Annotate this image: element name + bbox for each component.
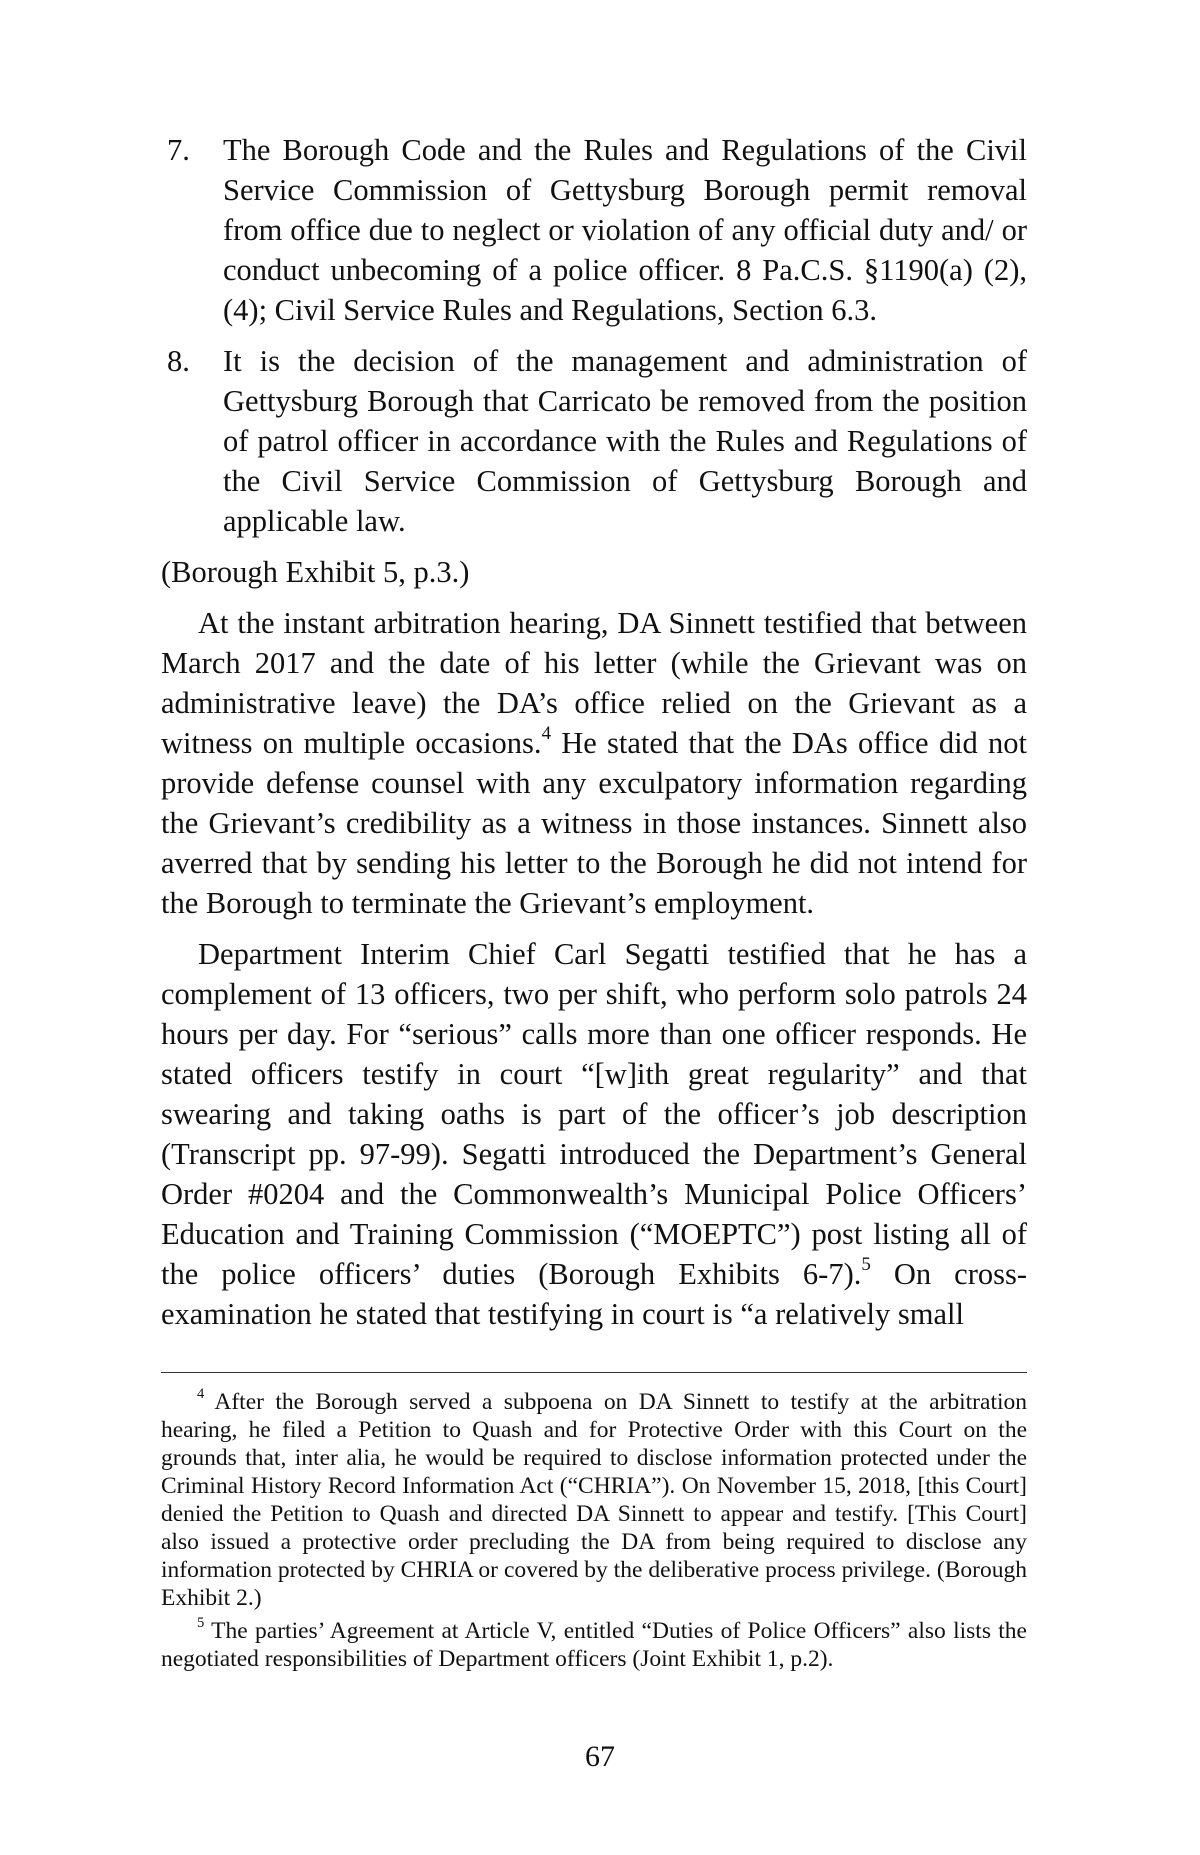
footnote-mark: 4 — [197, 1386, 205, 1402]
paragraph-text: He stated that the DAs office did not provide defense counsel with any exculpatory information regarding the Grievant’s credibility as a witness in those instances. Sinnett also averred that by sending his letter to the Borough he did not intend for the Borough to terminate the Grievant’s employment. — [161, 726, 1027, 920]
paragraph-sinnett-testimony — [161, 603, 1027, 923]
footnotes — [161, 1388, 1027, 1678]
footnote-mark: 5 — [197, 1615, 205, 1631]
document-body — [161, 130, 1027, 1345]
footnote-text: After the Borough served a subpoena on DA Sinnett to testify at the arbitration hearing, he filed a Petition to Quash and for Protective Order with this Court on the grounds that, inter alia, he would be required to disclose information protected under the Criminal History Record Information Act (“CHRIA”). On November 15, 2018, [this Court] denied the Petition to Quash and directed DA Sinnett to appear and testify. [This Court] also issued a protective order precluding the DA from being required to disclose any information protected by CHRIA or covered by the deliberative process privilege. (Borough Exhibit 2.) — [161, 1389, 1027, 1611]
page-number: 67 — [585, 1740, 615, 1773]
numbered-item-7 — [161, 130, 1027, 330]
footnote-ref-4: 4 — [541, 723, 552, 745]
paragraph-text: At the instant arbitration hearing, DA Sinnett testified that between March 2017 and the date of his letter (while the Grievant was on administrative leave) the DA’s office relied on the Grievant as a witness on multiple occasions. — [161, 606, 1027, 760]
paragraph-text: On cross-examination he stated that testifying in court is “a relatively small — [161, 1257, 1027, 1331]
item-text: The Borough Code and the Rules and Regulations of the Civil Service Commission of Gettysburg Borough permit removal from office due to neglect or violation of any official duty and/ or conduct unbecoming of a police officer. 8 Pa.C.S. §1190(a) (2),(4); Civil Service Rules and Regulations, Section 6.3. — [223, 133, 1027, 327]
item-number: 8. — [167, 344, 190, 378]
footnote-text: The parties’ Agreement at Article V, entitled “Duties of Police Officers” also lists the negotiated responsibilities of Department officers (Joint Exhibit 1, p.2). — [161, 1618, 1027, 1672]
footnote-ref-5: 5 — [861, 1254, 871, 1276]
paragraph-segatti-testimony — [161, 934, 1027, 1334]
item-text: It is the decision of the management and administration of Gettysburg Borough that Carricato be removed from the position of patrol officer in accordance with the Rules and Regulations of the Civil Service Commission of Gettysburg Borough and applicable law. — [223, 344, 1027, 538]
paragraph-text: Department Interim Chief Carl Segatti testified that he has a complement of 13 officers, two per shift, who perform solo patrols 24 hours per day. For “serious” calls more than one officer responds. He stated officers testify in court “[w]ith great regularity” and that swearing and taking oaths is part of the officer’s job description (Transcript pp. 97-99). Segatti introduced the Department’s General Order #0204 and the Commonwealth’s Municipal Police Officers’ Education and Training Commission (“MOEPTC”) post listing all of the police officers’ duties (Borough Exhibits 6-7). — [161, 937, 1027, 1291]
citation: (Borough Exhibit 5, p.3.) — [161, 555, 470, 589]
footnote-5 — [161, 1617, 1027, 1673]
item-number: 7. — [167, 133, 190, 167]
numbered-item-8 — [161, 341, 1027, 541]
footnote-divider — [161, 1372, 1027, 1373]
footnote-4 — [161, 1388, 1027, 1612]
